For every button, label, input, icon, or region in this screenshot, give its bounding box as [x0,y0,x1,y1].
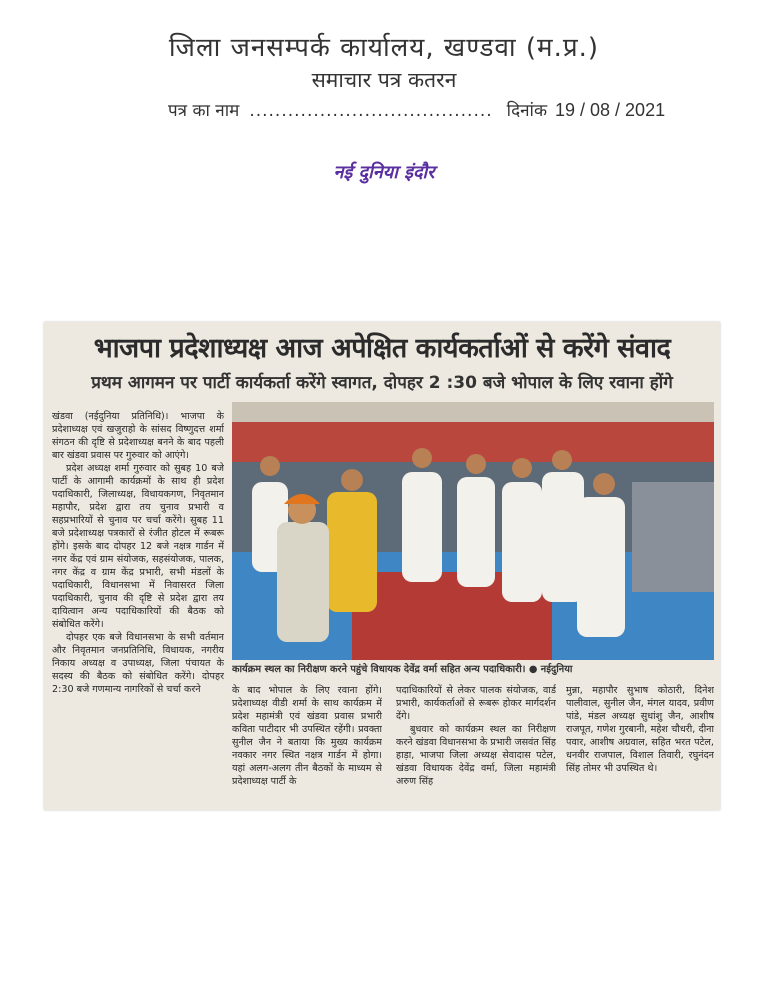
article-column-3 [396,684,556,810]
photo-caption: कार्यक्रम स्थल का निरीक्षण करने पहुंचे विधायक देवेंद्र वर्मा सहित अन्य पदाधिकारी। ● नईदुनिया [232,664,573,675]
article-column-1 [52,410,224,805]
article-column-4 [566,684,714,810]
article-paragraph: खंडवा (नईदुनिया प्रतिनिधि)। भाजपा के प्रदेशाध्यक्ष एवं खजुराहो के सांसद विष्णुदत्त शर्मा संगठन की दृष्टि से प्रदेशाध्यक्ष बनने के बाद पहली बार खंडवा प्रवास पर गुरुवार को आएंगे। [52,411,224,461]
article-paragraph: मुन्ना, महापौर सुभाष कोठारी, दिनेश पालीवाल, सुनील जैन, मंगल यादव, प्रवीण पांडे, मंडल अध्यक्ष सुधांशु जैन, आशीष राजपूत, गणेश गुरबानी, महेश चौधरी, दीना पवार, आशीष अग्रवाल, सहित भरत पटेल, धनवीर राजपाल, विशाल तिवारी, रघुनंदन सिंह तोमर भी उपस्थित थे। [566,685,714,774]
paper-name-label: पत्र का नाम [168,101,240,121]
clipping-subheadline: प्रथम आगमन पर पार्टी कार्यकर्ता करेंगे स्वागत, दोपहर 2 :30 बजे भोपाल के लिए रवाना होंगे [91,373,673,393]
article-paragraph: प्रदेश अध्यक्ष शर्मा गुरुवार को सुबह 10 बजे पार्टी के आगामी कार्यक्रमों के साथ ही प्रदेश पदाधिकारी, जिलाध्यक्ष, विधायकगण, निवृतमान महापौर, प्रदेश द्वारा तय चुनाव प्रभारी व सहप्रभारियों से चुनाव पर चर्चा करेंगे। सुबह 11 बजे प्रदेशाध्यक्ष पत्रकारों से रंजीत होटल में रूबरू होंगे। इसके बाद दोपहर 12 बजे नक्षत्र गार्डन में नगर केंद्र एवं ग्राम संयोजक, सहसंयोजक, पालक, नगर केंद्र व ग्राम केंद्र प्रभारी, सभी मंडलों के पदाधिकारी, विधानसभा में निवासरत जिला पदाधिकारी, चुनाव की दृष्टि से प्रदेश द्वारा तय दायित्वान अन्य पदाधिकारियों की बैठक को संबोधित करेंगे। [52,463,224,630]
article-paragraph: दोपहर एक बजे विधानसभा के सभी वर्तमान और निवृतमान जनप्रतिनिधि, विधायक, नगरीय निकाय अध्यक्ष व उपाध्यक्ष, जिला पंचायत के सदस्य की बैठक को संबोधित करेंगे। दोपहर 2:30 बजे गणमान्य नागरिकों से चर्चा करने [52,632,224,695]
date-label: दिनांक [506,101,547,121]
source-stamp: नई दुनिया इंदौर [333,162,435,183]
article-paragraph: बुधवार को कार्यक्रम स्थल का निरीक्षण करने खंडवा विधानसभा के प्रभारी जसवंत सिंह हाड़ा, भाजपा जिला अध्यक्ष सेवादास पटेल, खंडवा विधायक देवेंद्र वर्मा, जिला महामंत्री अरुण सिंह [396,724,556,787]
group-photo-illustration [232,402,714,660]
date-value: 19 / 08 / 2021 [555,100,666,120]
article-paragraph: पदाधिकारियों से लेकर पालक संयोजक, वार्ड प्रभारी, कार्यकर्ताओं से रूबरू होकर मार्गदर्शन देंगे। [396,685,556,722]
clipping-headline: भाजपा प्रदेशाध्यक्ष आज अपेक्षित कार्यकर्ताओं से करेंगे संवाद [93,333,671,364]
news-photo [232,402,714,660]
paper-info-line [168,98,665,121]
document-subtitle: समाचार पत्र कतरन [311,68,457,92]
office-title: जिला जनसम्पर्क कार्यालय, खण्डवा (म.प्र.) [168,33,600,63]
paper-name-dots: ...................................... [249,101,493,121]
newspaper-clipping [44,322,720,810]
article-column-2 [232,684,382,810]
article-paragraph: के बाद भोपाल के लिए रवाना होंगे। प्रदेशाध्यक्ष वीडी शर्मा के साथ कार्यक्रम में प्रदेश महामंत्री एवं खंडवा प्रवास प्रभारी कविता पाटीदार भी उपस्थित रहेंगी। प्रवक्ता सुनील जैन ने बताया कि मुख्य कार्यक्रम नवकार नगर स्थित नक्षत्र गार्डन में होगा। यहां अलग-अलग तीन बैठकों के माध्यम से प्रदेशाध्यक्ष पार्टी के [232,685,382,787]
